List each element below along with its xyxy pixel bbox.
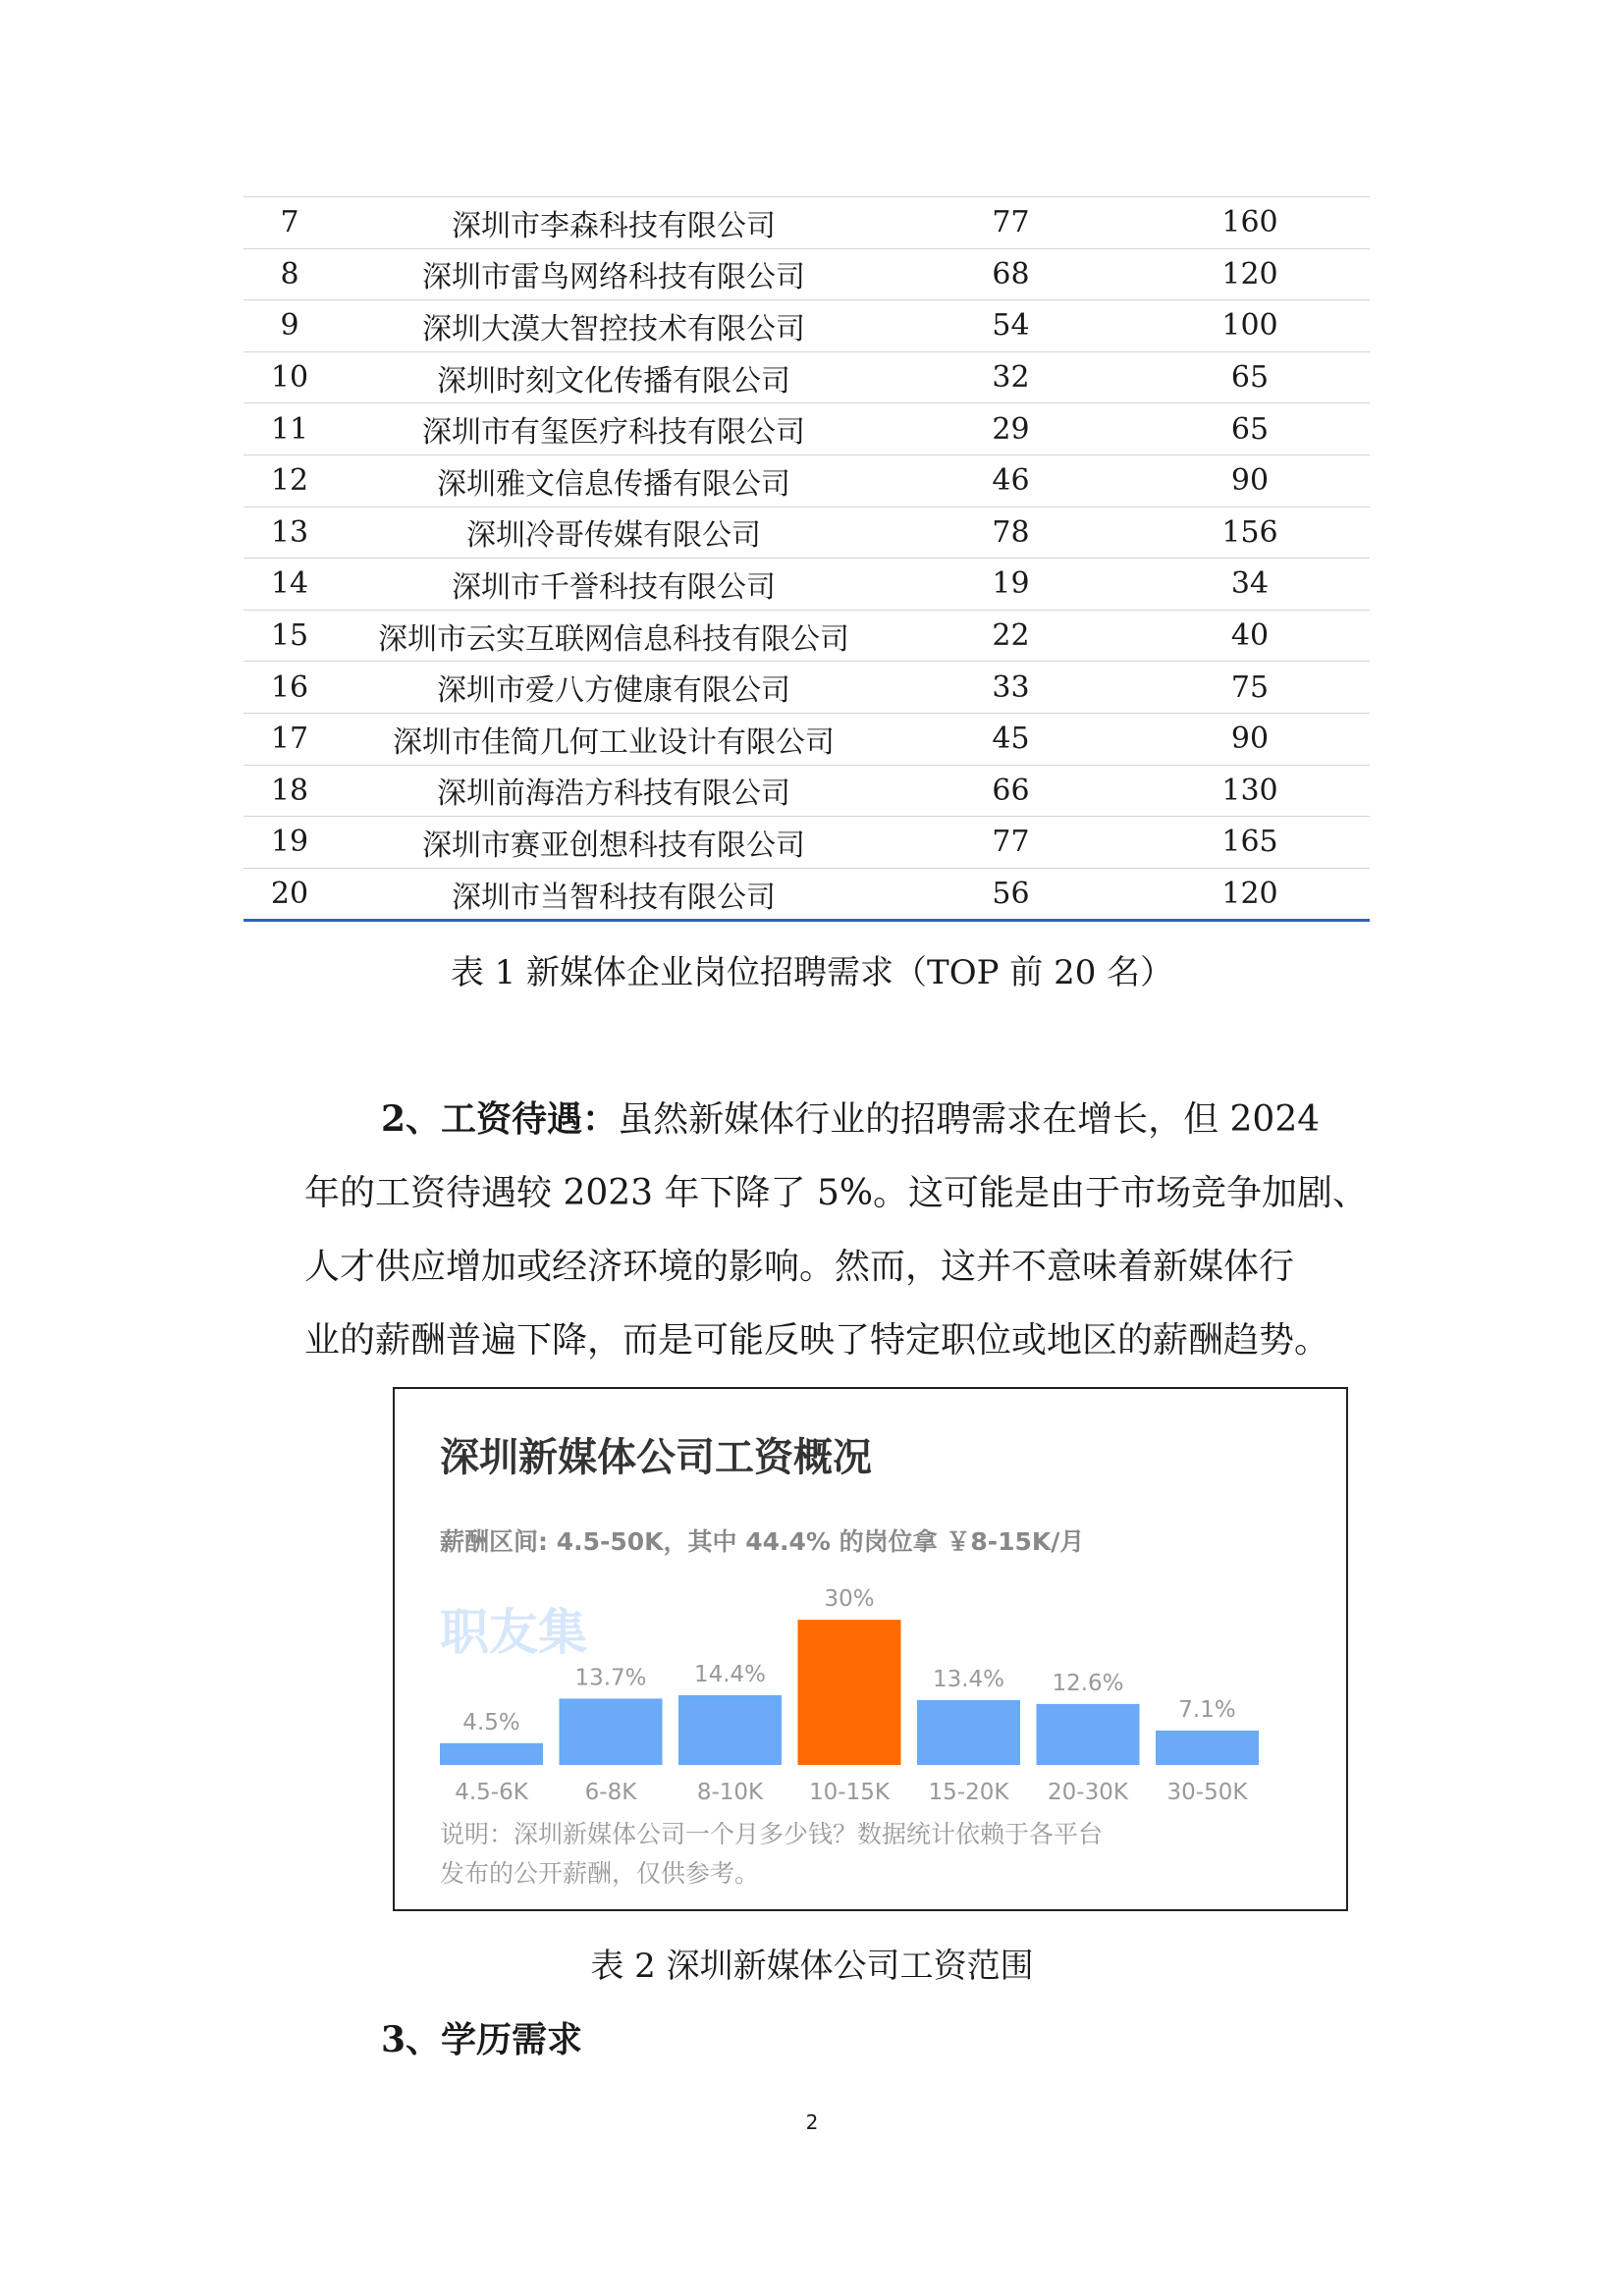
company-name: 深圳市有玺医疗科技有限公司 — [336, 403, 892, 455]
row-number: 15 — [244, 610, 336, 662]
table-row — [244, 662, 1370, 714]
bar — [678, 1695, 782, 1765]
bar — [440, 1743, 543, 1765]
row-number: 9 — [244, 300, 336, 352]
count-a: 77 — [892, 817, 1130, 869]
row-number: 19 — [244, 817, 336, 869]
row-number: 11 — [244, 403, 336, 455]
table-row — [244, 713, 1370, 765]
bar-value-label: 13.4% — [932, 1666, 1005, 1692]
count-b: 65 — [1130, 403, 1370, 455]
table-row — [244, 559, 1370, 611]
company-name: 深圳大漠大智控技术有限公司 — [336, 300, 892, 352]
count-b: 120 — [1130, 248, 1370, 300]
bar — [560, 1698, 663, 1765]
table-row — [244, 351, 1370, 403]
row-number: 10 — [244, 351, 336, 403]
paragraph-line: 年的工资待遇较 2023 年下降了 5%。这可能是由于市场竞争加剧、 — [304, 1173, 1369, 1213]
paragraph-line: 虽然新媒体行业的招聘需求在增长，但 2024 — [618, 1099, 1321, 1140]
bar — [1037, 1704, 1140, 1765]
row-number: 20 — [244, 868, 336, 921]
count-a: 54 — [892, 300, 1130, 352]
section-2-paragraph — [304, 1083, 1382, 1377]
company-name: 深圳市赛亚创想科技有限公司 — [336, 817, 892, 869]
count-b: 75 — [1130, 662, 1370, 714]
count-b: 65 — [1130, 351, 1370, 403]
table-row — [244, 454, 1370, 507]
row-number: 8 — [244, 248, 336, 300]
section-2-first-line — [304, 1083, 1382, 1156]
company-name: 深圳市千誉科技有限公司 — [336, 559, 892, 611]
table-row — [244, 300, 1370, 352]
count-a: 46 — [892, 454, 1130, 507]
count-b: 90 — [1130, 454, 1370, 507]
x-tick-label: 10-15K — [809, 1780, 890, 1805]
table-row — [244, 765, 1370, 817]
chart-note: 说明：深圳新媒体公司一个月多少钱？数据统计依赖于各平台 — [440, 1820, 1104, 1848]
count-a: 45 — [892, 713, 1130, 765]
company-name: 深圳雅文信息传播有限公司 — [336, 454, 892, 507]
row-number: 16 — [244, 662, 336, 714]
count-b: 160 — [1130, 197, 1370, 249]
count-a: 77 — [892, 197, 1130, 249]
company-name: 深圳市雷鸟网络科技有限公司 — [336, 248, 892, 300]
x-tick-label: 20-30K — [1048, 1780, 1128, 1805]
company-name: 深圳市爱八方健康有限公司 — [336, 662, 892, 714]
chart-caption: 表 2 深圳新媒体公司工资范围 — [590, 1947, 1034, 1986]
count-b: 130 — [1130, 765, 1370, 817]
x-tick-label: 15-20K — [928, 1780, 1009, 1805]
count-b: 156 — [1130, 507, 1370, 559]
chart-note: 发布的公开薪酬，仅供参考。 — [440, 1859, 760, 1888]
table-row — [244, 868, 1370, 921]
count-b: 120 — [1130, 868, 1370, 921]
table-caption: 表 1 新媒体企业岗位招聘需求（TOP 前 20 名） — [450, 953, 1174, 992]
row-number: 18 — [244, 765, 336, 817]
salary-chart-image — [393, 1387, 1348, 1911]
company-name: 深圳市当智科技有限公司 — [336, 868, 892, 921]
row-number: 7 — [244, 197, 336, 249]
paragraph-line: 业的薪酬普遍下降，而是可能反映了特定职位或地区的薪酬趋势。 — [304, 1320, 1330, 1361]
count-b: 40 — [1130, 610, 1370, 662]
count-b: 34 — [1130, 559, 1370, 611]
count-a: 32 — [892, 351, 1130, 403]
count-a: 78 — [892, 507, 1130, 559]
recruitment-table — [244, 196, 1370, 922]
count-a: 29 — [892, 403, 1130, 455]
company-name: 深圳前海浩方科技有限公司 — [336, 765, 892, 817]
row-number: 14 — [244, 559, 336, 611]
bar — [917, 1700, 1020, 1765]
bar — [798, 1620, 901, 1765]
bar-value-label: 30% — [824, 1586, 875, 1613]
table-row — [244, 197, 1370, 249]
row-number: 13 — [244, 507, 336, 559]
x-tick-label: 30-50K — [1166, 1780, 1248, 1805]
company-name: 深圳市云实互联网信息科技有限公司 — [336, 610, 892, 662]
bar-value-label: 4.5% — [462, 1709, 520, 1735]
table-row — [244, 248, 1370, 300]
chart-title: 深圳新媒体公司工资概况 — [440, 1435, 872, 1480]
table-row — [244, 403, 1370, 455]
count-a: 56 — [892, 868, 1130, 921]
count-a: 68 — [892, 248, 1130, 300]
chart-subtitle: 薪酬区间: 4.5-50K，其中 44.4% 的岗位拿 ￥8-15K/月 — [440, 1527, 1085, 1556]
count-b: 90 — [1130, 713, 1370, 765]
page-number: 2 — [805, 2110, 819, 2134]
bar-value-label: 13.7% — [574, 1665, 647, 1691]
bar-value-label: 14.4% — [693, 1662, 767, 1688]
count-a: 22 — [892, 610, 1130, 662]
table-row — [244, 610, 1370, 662]
paragraph-line: 人才供应增加或经济环境的影响。然而，这并不意味着新媒体行 — [304, 1247, 1295, 1287]
count-a: 33 — [892, 662, 1130, 714]
count-a: 19 — [892, 559, 1130, 611]
bar — [1156, 1731, 1259, 1765]
bar-value-label: 7.1% — [1178, 1696, 1236, 1723]
section-3-heading: 3、学历需求 — [381, 2019, 583, 2060]
table-row — [244, 507, 1370, 559]
company-name: 深圳冷哥传媒有限公司 — [336, 507, 892, 559]
x-tick-label: 6-8K — [584, 1780, 637, 1805]
row-number: 12 — [244, 454, 336, 507]
table-row — [244, 817, 1370, 869]
company-name: 深圳市李森科技有限公司 — [336, 197, 892, 249]
x-tick-label: 4.5-6K — [455, 1780, 528, 1805]
x-tick-label: 8-10K — [696, 1780, 764, 1805]
bar-value-label: 12.6% — [1052, 1670, 1124, 1696]
watermark-logo: 职友集 — [440, 1604, 587, 1661]
company-name: 深圳市佳简几何工业设计有限公司 — [336, 713, 892, 765]
count-b: 100 — [1130, 300, 1370, 352]
section-2-heading: 2、工资待遇： — [381, 1098, 619, 1140]
count-a: 66 — [892, 765, 1130, 817]
count-b: 165 — [1130, 817, 1370, 869]
row-number: 17 — [244, 713, 336, 765]
company-name: 深圳时刻文化传播有限公司 — [336, 351, 892, 403]
